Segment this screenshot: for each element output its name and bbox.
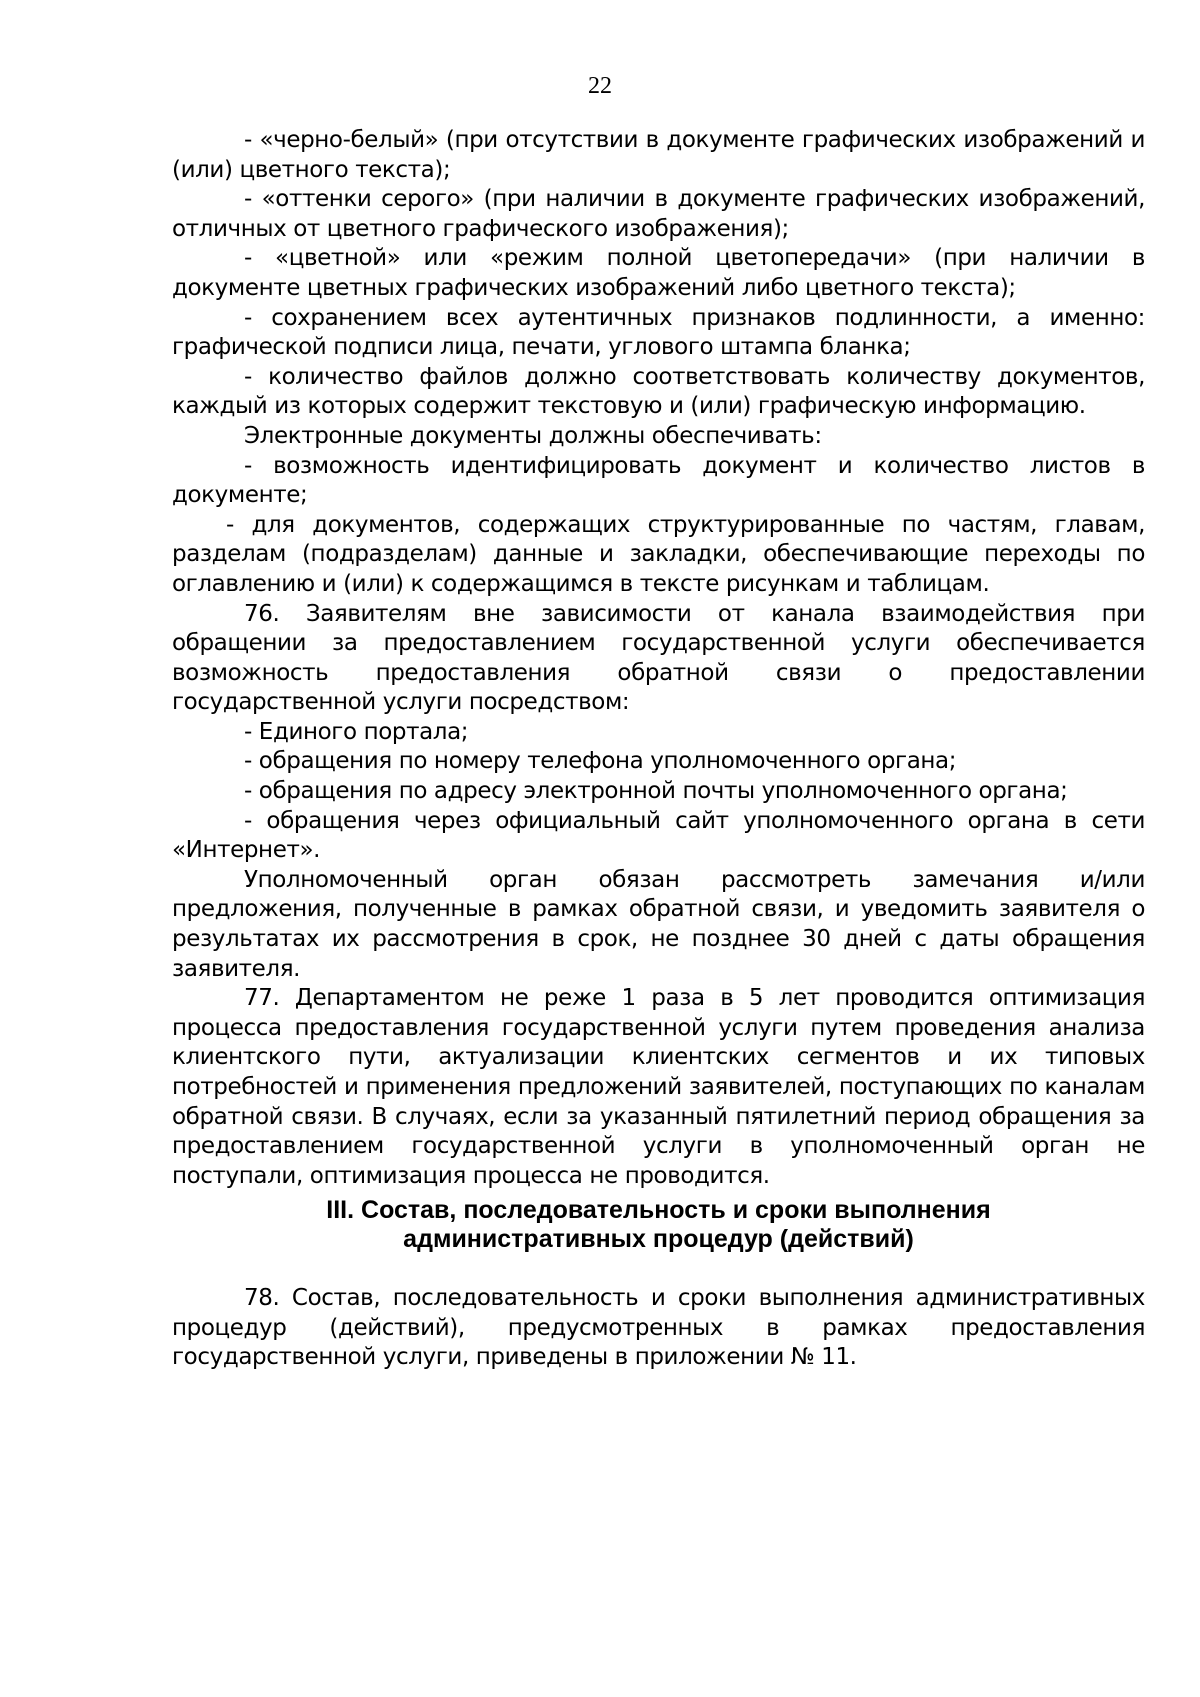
- section-heading-line-1: III. Состав, последовательность и сроки выполнения: [326, 1196, 991, 1224]
- paragraph-structured-documents: - для документов, содержащих структурированные по частям, главам, разделам (подразделам) данные и закладки, обеспечивающие переходы по оглавлению и (или) к содержащимся в тексте рисункам и таблицам.: [172, 511, 1145, 597]
- paragraph-electronic-docs: Электронные документы должны обеспечивать:: [244, 422, 822, 449]
- paragraph-feedback-review: Уполномоченный орган обязан рассмотреть замечания и/или предложения, полученные в рамках обратной связи, и уведомить заявителя о результатах их рассмотрения в срок, не позднее 30 дней с даты обращения заявителя.: [172, 866, 1145, 982]
- page-number: 22: [588, 73, 612, 99]
- section-heading-line-2: административных процедур (действий): [403, 1225, 914, 1253]
- list-item-phone: - обращения по номеру телефона уполномоченного органа;: [244, 748, 957, 775]
- list-item-email: - обращения по адресу электронной почты уполномоченного органа;: [244, 778, 1068, 805]
- paragraph-file-count: - количество файлов должно соответствовать количеству документов, каждый из которых содержит текстовую и (или) графическую информацию.: [172, 363, 1145, 420]
- paragraph-authenticity: - сохранением всех аутентичных признаков подлинности, а именно: графической подписи лица, печати, углового штампа бланка;: [172, 304, 1145, 361]
- list-item-portal: - Единого портала;: [244, 718, 469, 745]
- paragraph-77: 77. Департаментом не реже 1 раза в 5 лет проводится оптимизация процесса предоставления государственной услуги путем проведения анализа клиентского пути, актуализации клиентских сегментов и их типовых потребностей и применения предложений заявителей, поступающих по каналам обратной связи. В случаях, если за указанный пятилетний период обращения за предоставлением государственной услуги в уполномоченный орган не поступали, оптимизация процесса не проводится.: [172, 985, 1145, 1189]
- document-body: [172, 126, 1145, 1191]
- paragraph-76: 76. Заявителям вне зависимости от канала взаимодействия при обращении за предоставлением государственной услуги обеспечивается возможность предоставления обратной связи о предоставлении государственной услуги посредством:: [172, 600, 1145, 716]
- list-item-website: - обращения через официальный сайт уполномоченного органа в сети «Интернет».: [172, 807, 1145, 864]
- paragraph-identify-document: - возможность идентифицировать документ и количество листов в документе;: [172, 452, 1145, 509]
- paragraph-black-white: - «черно-белый» (при отсутствии в документе графических изображений и (или) цветного текста);: [172, 127, 1145, 183]
- closing-section: [172, 1284, 1145, 1373]
- paragraph-color: - «цветной» или «режим полной цветопередачи» (при наличии в документе цветных графических изображений либо цветного текста);: [172, 245, 1145, 301]
- paragraph-78: 78. Состав, последовательность и сроки выполнения административных процедур (действий), предусмотренных в рамках предоставления государственной услуги, приведены в приложении № 11.: [172, 1285, 1145, 1371]
- section-heading: [172, 1196, 1145, 1254]
- paragraph-grayscale: - «оттенки серого» (при наличии в документе графических изображений, отличных от цветного графического изображения);: [172, 186, 1145, 242]
